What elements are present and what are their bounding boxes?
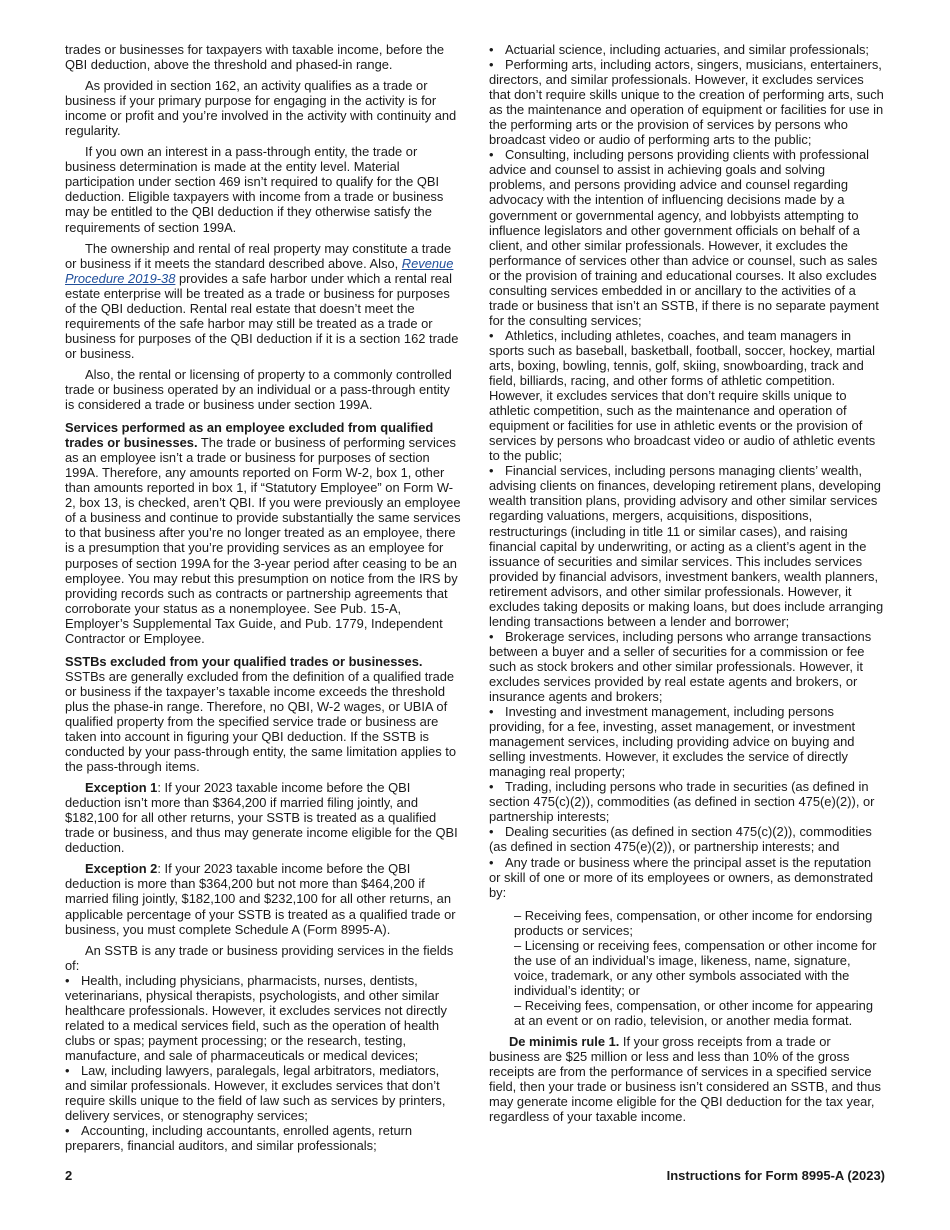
bullet-icon: • [489, 779, 494, 795]
bullet-icon: • [489, 824, 494, 840]
bullet-icon: • [489, 42, 494, 57]
list-item-text: Consulting, including persons providing clients with professional advice and counsel to assist in achieving goals and solving problems, and persons providing advice and counsel regarding advocacy with the intention of influencing decisions made by a government or governmental agency, and lobbyists attempting to influence legislators and other government officials on behalf of a client, and other similar professionals. However, it excludes the performance of services other than advice or counsel, such as sales or the provision of training and educational courses. It also excludes consulting services embedded in or ancillary to the activities of a trade or business that isn’t an SSTB, if there is no separate payment for the consulting services; [489, 147, 879, 328]
bullet-icon: • [489, 704, 494, 720]
list-item [489, 57, 885, 147]
paragraph-text: The trade or business of performing services as an employee isn’t a trade or business for purposes of section 199A. Therefore, any amounts reported on Form W-2, box 1, other than amounts reported in box 1, if “Statutory Employee” on Form W-2, box 13, is checked, aren’t QBI. If you were previously an employee of a business and continue to provide substantially the same services to that business after you’re no longer treated as an employee, there is a presumption that you’re providing services as an employee for purposes of section 199A for the 3-year period after ceasing to be an employee. You may rebut this presumption on notice from the IRS by providing records such as contracts or partnership agreements that corroborate your status as a nonemployee. See Pub. 15-A, Employer’s Supplemental Tax Guide, and Pub. 1779, Independent Contractor or Employee. [65, 435, 461, 646]
list-item-text: Actuarial science, including actuaries, and similar professionals; [505, 42, 869, 57]
exception-label: Exception 1 [85, 780, 158, 796]
bullet-icon: • [489, 147, 494, 163]
rule-label: De minimis rule 1. [509, 1034, 620, 1050]
section-heading [65, 654, 461, 669]
paragraph: Also, the rental or licensing of property to a commonly controlled trade or business operated by an individual or a pass-through entity is considered a trade or business under section 199A. [65, 366, 452, 413]
bullet-icon: • [489, 628, 494, 644]
list-item-text: Athletics, including athletes, coaches, and team managers in sports such as baseball, basketball, football, soccer, hockey, martial arts, boxing, bowling, tennis, golf, skiing, snowboarding, track and field, billiards, racing, and other forms of athletic competition. However, it excludes services that don’t require skills unique to athletic competition, such as the maintenance and operation of equipment or facilities for use in athletic events or the provision of services by persons who broadcast video or audio of athletic events to the public; [489, 327, 876, 464]
bullet-icon: • [489, 57, 494, 73]
list-item-text: Health, including physicians, pharmacists, nurses, dentists, veterinarians, physical therapists, psychologists, and other similar healthcare professionals. However, it excludes services not directly related to a medical services field, such as the operation of health clubs or spas; payment processing; or the research, testing, manufacture, and sale of pharmaceuticals or medical devices; [65, 972, 447, 1063]
sub-list-item: – Receiving fees, compensation, or other income for endorsing products or services; [514, 907, 873, 938]
list-item-text: Financial services, including persons managing clients’ wealth, advising clients on finances, developing retirement plans, developing wealth transition plans, providing advisory and other similar services regarding valuations, mergers, acquisitions, dispositions, restructurings (including in title 11 or similar cases), and raising financial capital by underwriting, or acting as a client’s agent in the issuance of securities and similar services. This includes services provided by financial advisors, investment bankers, wealth planners, retirement advisors, and other similar professionals. However, it excludes taking deposits or making loans, but does include arranging lending transactions between a lender and borrower; [489, 463, 884, 629]
list-item [65, 1123, 461, 1153]
paragraph-text: provides a safe harbor under which a rental real estate enterprise will be treated as a trade or business for purposes of the QBI deduction. Rental real estate that doesn’t meet the requirements of the safe harbor may still be treated as a trade or business for purposes of the QBI deduction if it is a section 162 trade or business. [65, 270, 459, 361]
list-item-text: Any trade or business where the principal asset is the reputation or skill of one or more of its employees or owners, as demonstrated by: [489, 854, 874, 900]
paragraph [65, 861, 461, 936]
list-item-text: Brokerage services, including persons who arrange transactions between a buyer and a seller of securities for a commission or fee such as stock brokers and other similar professionals. However, it excludes services provided by real estate agents and brokers, or insurance agents and brokers; [489, 628, 872, 705]
list-item-text: Performing arts, including actors, singers, musicians, entertainers, directors, and similar professionals. However, it excludes services that don’t require skills unique to the creation of performing arts, such as the maintenance and operation of equipment or facilities for use in the performing arts or the provision of services by persons who broadcast video or audio of performing arts to the public; [489, 57, 884, 148]
list-item [489, 824, 885, 854]
bullet-icon: • [489, 463, 494, 479]
section-heading-text: SSTBs excluded from your qualified trades or businesses. [65, 653, 423, 669]
list-item [489, 704, 885, 779]
bullet-icon: • [489, 327, 494, 343]
section-heading: Services performed as an employee excluded from qualified trades or businesses. [65, 420, 434, 451]
right-column [489, 42, 885, 1124]
list-item [489, 328, 885, 463]
paragraph: trades or businesses for taxpayers with taxable income, before the QBI deduction, above the threshold and phased-in range. [65, 42, 445, 73]
bullet-icon: • [65, 972, 70, 988]
paragraph: If you own an interest in a pass-through entity, the trade or business determination is made at the entity level. Material participation under section 469 isn’t required to qualify for the QBI deduction. Eligible taxpayers with income from a trade or business may be entitled to the QBI deduction if they otherwise satisfy the requirements of section 199A. [65, 144, 444, 235]
bullet-icon: • [65, 1063, 70, 1078]
paragraph [65, 241, 461, 361]
paragraph: As provided in section 162, an activity qualifies as a trade or business if your primary purpose for engaging in the activity is for income or profit and you’re involved in the activity with continuity and regularity. [65, 78, 457, 139]
paragraph [65, 780, 461, 855]
bullet-icon: • [489, 854, 494, 870]
left-column [65, 42, 461, 1153]
list-item-text: Trading, including persons who trade in securities (as defined in section 475(c)(2)), commodities (as defined in section 475(e)(2)), or partnership interests; [489, 779, 875, 825]
paragraph-text: If your gross receipts from a trade or business are $25 million or less and less than 10% of the gross receipts are from the performance of services in a specified service field, then your trade or business isn’t considered an SSTB, and thus may generate income eligible for the QBI deduction for the tax year, regardless of your taxable income. [489, 1034, 881, 1125]
list-item [489, 463, 885, 629]
paragraph: An SSTB is any trade or business providing services in the fields of: [65, 942, 454, 973]
paragraph-text: The ownership and rental of real property may constitute a trade or business if it meets the standard described above. Also, [65, 240, 452, 271]
bullet-icon: • [65, 1123, 70, 1139]
list-item [65, 1063, 461, 1123]
list-item-text: Investing and investment management, including persons providing, for a fee, investing, asset management, or investment management services, including providing advice on buying and selling investments. However, it excludes the service of directly managing real property; [489, 704, 856, 780]
list-item [489, 42, 885, 57]
list-item-text: Accounting, including accountants, enrolled agents, return preparers, financial auditors, and similar professionals; [65, 1123, 413, 1154]
list-item-text: Dealing securities (as defined in section 475(c)(2)), commodities (as defined in section 475(e)(2)), or partnership interests; and [489, 824, 872, 855]
exception-label: Exception 2 [85, 861, 158, 877]
page-number: 2 [65, 1168, 73, 1183]
paragraph: SSTBs are generally excluded from the definition of a qualified trade or business if the taxpayer’s taxable income exceeds the threshold plus the phase-in range. Therefore, no QBI, W-2 wages, or UBIA of qualified property from the specified service trade or business are taken into account in figuring your QBI deduction. If the SSTB is conducted by your pass-through entity, the same limitation applies to the pass-through items. [65, 668, 456, 775]
list-item [489, 779, 885, 824]
footer-title: Instructions for Form 8995-A (2023) [666, 1168, 885, 1183]
paragraph-text: : If your 2023 taxable income before the QBI deduction isn’t more than $364,200 if married filing jointly, and $182,100 for all other returns, your SSTB is treated as a qualified trade or business, and thus may generate income eligible for the QBI deduction. [65, 780, 458, 856]
list-item [65, 973, 461, 1063]
list-item-text: Law, including lawyers, paralegals, legal arbitrators, mediators, and similar professionals. However, it excludes services that don’t require skills unique to the field of law such as services by printers, delivery services, or stenography services; [65, 1063, 446, 1124]
paragraph [489, 1034, 885, 1124]
sub-list-item: – Receiving fees, compensation, or other income for appearing at an event or on radio, television, or another media format. [514, 997, 873, 1028]
sub-list-item: – Licensing or receiving fees, compensation or other income for the use of an individual’s image, likeness, name, signature, voice, trademark, or any other symbols associated with the individual’s identity; or [514, 937, 877, 998]
revenue-procedure-link[interactable]: Revenue Procedure 2019-38 [65, 255, 454, 286]
list-item [489, 629, 885, 704]
paragraph-text: : If your 2023 taxable income before the QBI deduction is more than $364,200 but not more than $464,200 if married filing jointly, $182,100 and $232,100 for all other returns, an applicable percentage of your SSTB is treated as a qualified trade or business, you must complete Schedule A (Form 8995-A). [65, 861, 456, 937]
list-item [489, 855, 885, 900]
paragraph [65, 420, 461, 646]
list-item [489, 147, 885, 328]
